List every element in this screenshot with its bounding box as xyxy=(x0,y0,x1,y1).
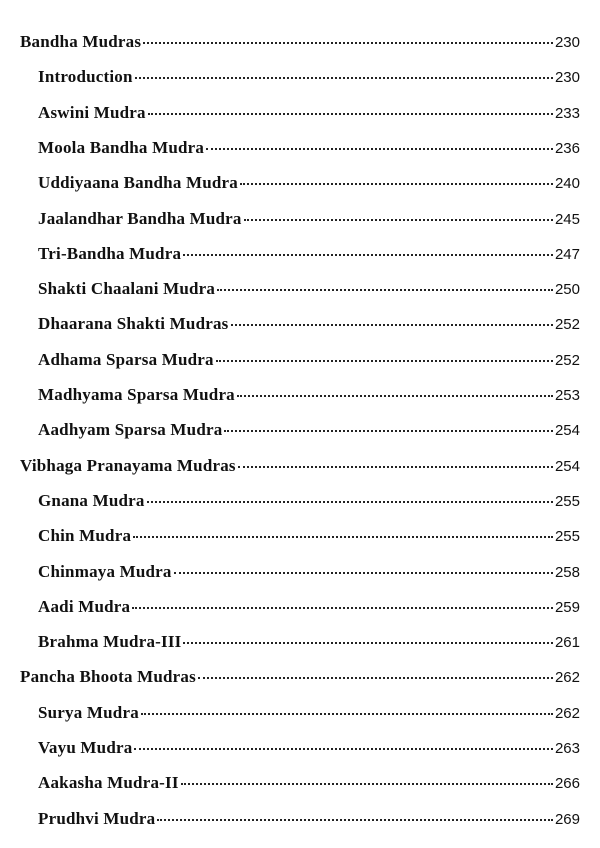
dot-leader xyxy=(141,713,553,715)
toc-entry-title: Introduction xyxy=(38,67,133,87)
dot-leader xyxy=(143,42,553,44)
dot-leader xyxy=(206,148,553,150)
toc-entry-title: Dhaarana Shakti Mudras xyxy=(38,314,229,334)
toc-entry-page: 258 xyxy=(554,563,580,581)
dot-leader xyxy=(132,607,553,609)
toc-entry-title: Aswini Mudra xyxy=(38,102,146,122)
toc-entry-title: Vayu Mudra xyxy=(38,738,133,757)
toc-entry-page: 255 xyxy=(554,528,580,546)
dot-leader xyxy=(224,430,553,432)
toc-entry-title: Prudhvi Mudra xyxy=(38,808,156,828)
toc-entry xyxy=(38,314,580,338)
toc-entry-page: 250 xyxy=(554,281,580,299)
toc-entry-title: Brahma Mudra-III xyxy=(38,632,182,652)
toc-entry-page: 230 xyxy=(554,34,580,51)
toc-entry-title: Chinmaya Mudra xyxy=(38,561,172,581)
toc-entry-page: 252 xyxy=(554,351,580,369)
dot-leader xyxy=(238,466,553,468)
toc-entry-page: 263 xyxy=(554,740,580,757)
toc-entry-title: Aadi Mudra xyxy=(38,596,131,616)
dot-leader xyxy=(231,324,553,326)
toc-entry-title: Adhama Sparsa Mudra xyxy=(38,349,214,369)
toc-entry xyxy=(38,809,580,833)
dot-leader xyxy=(198,677,553,679)
toc-entry xyxy=(38,103,580,127)
toc-entry-page: 262 xyxy=(554,669,580,687)
dot-leader xyxy=(157,819,553,821)
toc-entry xyxy=(38,279,580,303)
toc-entry xyxy=(38,173,580,197)
toc-entry xyxy=(38,773,580,797)
toc-entry xyxy=(38,244,580,268)
toc-entry xyxy=(38,597,580,621)
toc-entry xyxy=(20,32,580,56)
toc-entry-page: 247 xyxy=(554,245,580,263)
toc-entry-title: Jaalandhar Bandha Mudra xyxy=(38,208,242,228)
toc-entry-title: Madhyama Sparsa Mudra xyxy=(38,385,235,404)
toc-entry-title: Moola Bandha Mudra xyxy=(38,137,205,157)
toc-entry xyxy=(38,138,580,162)
toc-entry-title: Shakti Chaalani Mudra xyxy=(38,279,216,299)
toc-entry-page: 253 xyxy=(554,387,580,404)
toc-entry-title: Vibhaga Pranayama Mudras xyxy=(20,455,236,475)
toc-entry-title: Pancha Bhoota Mudras xyxy=(20,667,196,687)
toc-entry xyxy=(38,209,580,233)
toc-entry-title: Gnana Mudra xyxy=(38,490,145,510)
toc-entry-page: 245 xyxy=(554,210,580,228)
dot-leader xyxy=(135,77,553,79)
toc-entry-title: Uddiyaana Bandha Mudra xyxy=(38,173,238,193)
dot-leader xyxy=(133,536,553,538)
toc-entry-page: 254 xyxy=(554,422,580,440)
toc-entry xyxy=(38,350,580,374)
toc-entry xyxy=(38,703,580,727)
toc-entry-page: 230 xyxy=(554,69,580,87)
toc-entry xyxy=(38,632,580,656)
toc-entry-page: 262 xyxy=(554,704,580,722)
toc-entry-page: 269 xyxy=(554,810,580,828)
toc-entry-page: 255 xyxy=(554,492,580,510)
dot-leader xyxy=(237,395,553,397)
toc-entry xyxy=(38,385,580,409)
toc-entry-page: 236 xyxy=(554,139,580,157)
toc-entry-page: 233 xyxy=(554,104,580,122)
toc-entry-page: 254 xyxy=(554,457,580,475)
dot-leader xyxy=(183,642,553,644)
toc-entry xyxy=(38,420,580,444)
toc-entry-title: Chin Mudra xyxy=(38,526,132,546)
dot-leader xyxy=(148,113,553,115)
toc-entry xyxy=(38,491,580,515)
toc-entry-page: 266 xyxy=(554,775,580,793)
toc-entry-title: Aakasha Mudra-II xyxy=(38,773,179,793)
toc-entry-page: 261 xyxy=(554,634,580,652)
toc-entry xyxy=(20,456,580,480)
dot-leader xyxy=(181,783,553,785)
dot-leader xyxy=(240,183,553,185)
toc-entry xyxy=(38,67,580,91)
dot-leader xyxy=(174,572,553,574)
dot-leader xyxy=(147,501,553,503)
toc-entry xyxy=(38,738,580,762)
toc-entry xyxy=(38,562,580,586)
dot-leader xyxy=(217,289,553,291)
toc-entry-page: 240 xyxy=(554,175,580,193)
toc-entry-title: Tri-Bandha Mudra xyxy=(38,243,182,263)
toc-entry-title: Surya Mudra xyxy=(38,702,139,722)
toc-entry-title: Aadhyam Sparsa Mudra xyxy=(38,420,223,440)
dot-leader xyxy=(244,219,553,221)
toc-entry xyxy=(20,667,580,691)
toc-entry-page: 259 xyxy=(554,598,580,616)
dot-leader xyxy=(183,254,553,256)
toc-entry-title: Bandha Mudras xyxy=(20,32,142,51)
toc-entry xyxy=(38,526,580,550)
toc-entry-page: 252 xyxy=(554,316,580,334)
dot-leader xyxy=(216,360,553,362)
dot-leader xyxy=(134,748,553,750)
